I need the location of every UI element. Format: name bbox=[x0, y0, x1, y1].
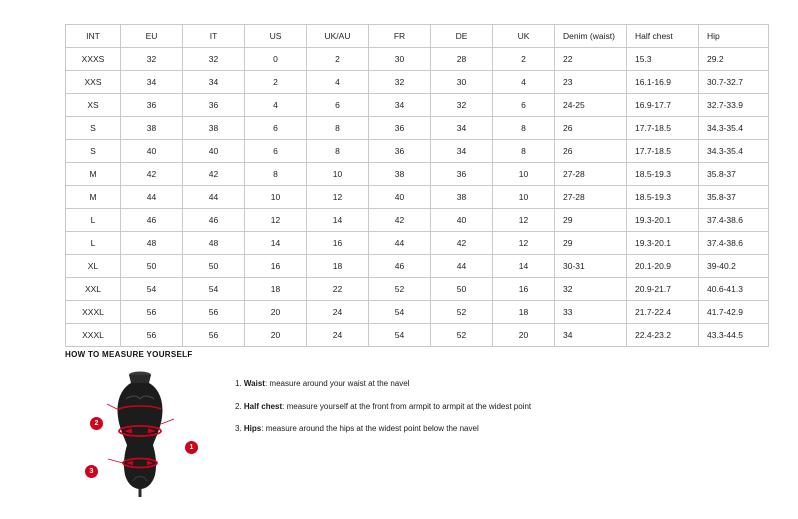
cell-hip: 34.3-35.4 bbox=[699, 117, 769, 140]
cell-int: XXXS bbox=[66, 48, 121, 71]
cell-half-chest: 19.3-20.1 bbox=[627, 209, 699, 232]
cell-ukau: 8 bbox=[307, 117, 369, 140]
table-row bbox=[66, 232, 769, 255]
cell-de: 52 bbox=[431, 324, 493, 347]
cell-ukau: 24 bbox=[307, 324, 369, 347]
cell-de: 28 bbox=[431, 48, 493, 71]
cell-eu: 44 bbox=[121, 186, 183, 209]
cell-hip: 30.7-32.7 bbox=[699, 71, 769, 94]
column-header-ukau: UK/AU bbox=[307, 25, 369, 48]
cell-half-chest: 20.9-21.7 bbox=[627, 278, 699, 301]
cell-hip: 40.6-41.3 bbox=[699, 278, 769, 301]
cell-it: 38 bbox=[183, 117, 245, 140]
instruction-half-chest bbox=[235, 402, 531, 412]
table-row bbox=[66, 186, 769, 209]
cell-denim: 27-28 bbox=[555, 186, 627, 209]
cell-de: 34 bbox=[431, 140, 493, 163]
cell-denim: 24-25 bbox=[555, 94, 627, 117]
cell-it: 48 bbox=[183, 232, 245, 255]
cell-uk: 4 bbox=[493, 71, 555, 94]
cell-us: 4 bbox=[245, 94, 307, 117]
cell-ukau: 22 bbox=[307, 278, 369, 301]
how-to-measure-title: HOW TO MEASURE YOURSELF bbox=[65, 350, 193, 359]
cell-uk: 18 bbox=[493, 301, 555, 324]
cell-eu: 34 bbox=[121, 71, 183, 94]
cell-uk: 6 bbox=[493, 94, 555, 117]
cell-ukau: 12 bbox=[307, 186, 369, 209]
cell-eu: 50 bbox=[121, 255, 183, 278]
cell-it: 50 bbox=[183, 255, 245, 278]
cell-ukau: 6 bbox=[307, 94, 369, 117]
cell-it: 46 bbox=[183, 209, 245, 232]
table-body bbox=[66, 48, 769, 347]
cell-us: 12 bbox=[245, 209, 307, 232]
cell-hip: 37.4-38.6 bbox=[699, 209, 769, 232]
cell-de: 42 bbox=[431, 232, 493, 255]
cell-de: 40 bbox=[431, 209, 493, 232]
size-chart-table bbox=[65, 24, 769, 347]
cell-eu: 36 bbox=[121, 94, 183, 117]
table-row bbox=[66, 163, 769, 186]
cell-us: 0 bbox=[245, 48, 307, 71]
cell-fr: 30 bbox=[369, 48, 431, 71]
cell-int: XXS bbox=[66, 71, 121, 94]
cell-uk: 20 bbox=[493, 324, 555, 347]
how-to-measure-section bbox=[65, 350, 745, 504]
cell-denim: 23 bbox=[555, 71, 627, 94]
cell-uk: 12 bbox=[493, 232, 555, 255]
cell-us: 6 bbox=[245, 140, 307, 163]
cell-denim: 29 bbox=[555, 209, 627, 232]
cell-it: 56 bbox=[183, 301, 245, 324]
column-header-eu: EU bbox=[121, 25, 183, 48]
cell-us: 2 bbox=[245, 71, 307, 94]
column-header-de: DE bbox=[431, 25, 493, 48]
cell-us: 14 bbox=[245, 232, 307, 255]
instruction-number: 2. bbox=[235, 401, 242, 411]
cell-eu: 32 bbox=[121, 48, 183, 71]
cell-ukau: 16 bbox=[307, 232, 369, 255]
table-row bbox=[66, 48, 769, 71]
cell-int: XL bbox=[66, 255, 121, 278]
cell-de: 30 bbox=[431, 71, 493, 94]
cell-uk: 10 bbox=[493, 163, 555, 186]
cell-fr: 36 bbox=[369, 140, 431, 163]
table-row bbox=[66, 301, 769, 324]
cell-uk: 10 bbox=[493, 186, 555, 209]
cell-fr: 46 bbox=[369, 255, 431, 278]
cell-denim: 29 bbox=[555, 232, 627, 255]
cell-uk: 2 bbox=[493, 48, 555, 71]
cell-eu: 40 bbox=[121, 140, 183, 163]
cell-hip: 35.8-37 bbox=[699, 163, 769, 186]
cell-eu: 54 bbox=[121, 278, 183, 301]
table-row bbox=[66, 140, 769, 163]
cell-int: L bbox=[66, 232, 121, 255]
cell-half-chest: 17.7-18.5 bbox=[627, 117, 699, 140]
cell-half-chest: 19.3-20.1 bbox=[627, 232, 699, 255]
how-to-measure-body bbox=[65, 369, 745, 504]
cell-us: 20 bbox=[245, 324, 307, 347]
cell-half-chest: 17.7-18.5 bbox=[627, 140, 699, 163]
cell-ukau: 2 bbox=[307, 48, 369, 71]
badge-half-chest: 2 bbox=[90, 417, 103, 430]
mannequin-figure-area bbox=[65, 369, 215, 504]
column-header-int: INT bbox=[66, 25, 121, 48]
cell-half-chest: 20.1-20.9 bbox=[627, 255, 699, 278]
cell-it: 32 bbox=[183, 48, 245, 71]
cell-denim: 26 bbox=[555, 117, 627, 140]
cell-hip: 43.3-44.5 bbox=[699, 324, 769, 347]
cell-uk: 12 bbox=[493, 209, 555, 232]
cell-us: 6 bbox=[245, 117, 307, 140]
table-row bbox=[66, 117, 769, 140]
instruction-waist bbox=[235, 379, 531, 389]
cell-eu: 48 bbox=[121, 232, 183, 255]
cell-denim: 22 bbox=[555, 48, 627, 71]
cell-int: M bbox=[66, 163, 121, 186]
cell-hip: 41.7-42.9 bbox=[699, 301, 769, 324]
column-header-us: US bbox=[245, 25, 307, 48]
cell-it: 54 bbox=[183, 278, 245, 301]
cell-eu: 56 bbox=[121, 301, 183, 324]
cell-hip: 34.3-35.4 bbox=[699, 140, 769, 163]
cell-eu: 38 bbox=[121, 117, 183, 140]
instruction-term: Half chest bbox=[243, 401, 283, 411]
cell-it: 44 bbox=[183, 186, 245, 209]
cell-hip: 37.4-38.6 bbox=[699, 232, 769, 255]
column-header-half-chest: Half chest bbox=[627, 25, 699, 48]
cell-fr: 54 bbox=[369, 301, 431, 324]
cell-fr: 38 bbox=[369, 163, 431, 186]
cell-ukau: 4 bbox=[307, 71, 369, 94]
cell-ukau: 8 bbox=[307, 140, 369, 163]
cell-it: 40 bbox=[183, 140, 245, 163]
cell-de: 52 bbox=[431, 301, 493, 324]
cell-half-chest: 21.7-22.4 bbox=[627, 301, 699, 324]
instruction-text: : measure yourself at the front from armpit to armpit at the widest point bbox=[282, 401, 532, 411]
cell-hip: 32.7-33.9 bbox=[699, 94, 769, 117]
cell-int: XXL bbox=[66, 278, 121, 301]
cell-int: M bbox=[66, 186, 121, 209]
cell-us: 18 bbox=[245, 278, 307, 301]
cell-hip: 35.8-37 bbox=[699, 186, 769, 209]
cell-it: 42 bbox=[183, 163, 245, 186]
cell-int: S bbox=[66, 117, 121, 140]
cell-us: 8 bbox=[245, 163, 307, 186]
column-header-it: IT bbox=[183, 25, 245, 48]
table-row bbox=[66, 209, 769, 232]
table-row bbox=[66, 255, 769, 278]
cell-half-chest: 16.1-16.9 bbox=[627, 71, 699, 94]
cell-fr: 40 bbox=[369, 186, 431, 209]
instruction-hips bbox=[235, 424, 531, 434]
cell-ukau: 10 bbox=[307, 163, 369, 186]
cell-half-chest: 22.4-23.2 bbox=[627, 324, 699, 347]
cell-half-chest: 18.5-19.3 bbox=[627, 163, 699, 186]
cell-eu: 46 bbox=[121, 209, 183, 232]
cell-uk: 8 bbox=[493, 117, 555, 140]
cell-uk: 14 bbox=[493, 255, 555, 278]
column-header-hip: Hip bbox=[699, 25, 769, 48]
cell-us: 20 bbox=[245, 301, 307, 324]
instruction-term: Waist bbox=[243, 379, 265, 388]
cell-fr: 44 bbox=[369, 232, 431, 255]
cell-denim: 30-31 bbox=[555, 255, 627, 278]
cell-int: XXXL bbox=[66, 324, 121, 347]
size-chart-container bbox=[65, 24, 743, 347]
instruction-number: 3. bbox=[235, 424, 242, 434]
cell-denim: 27-28 bbox=[555, 163, 627, 186]
cell-de: 50 bbox=[431, 278, 493, 301]
cell-eu: 42 bbox=[121, 163, 183, 186]
cell-uk: 16 bbox=[493, 278, 555, 301]
instruction-number: 1. bbox=[235, 379, 242, 388]
cell-fr: 42 bbox=[369, 209, 431, 232]
cell-it: 36 bbox=[183, 94, 245, 117]
table-row bbox=[66, 94, 769, 117]
cell-denim: 33 bbox=[555, 301, 627, 324]
measure-instructions-list bbox=[235, 369, 531, 447]
cell-de: 32 bbox=[431, 94, 493, 117]
cell-int: S bbox=[66, 140, 121, 163]
cell-fr: 34 bbox=[369, 94, 431, 117]
table-row bbox=[66, 278, 769, 301]
cell-ukau: 14 bbox=[307, 209, 369, 232]
mannequin-illustration bbox=[100, 369, 180, 499]
cell-it: 34 bbox=[183, 71, 245, 94]
cell-uk: 8 bbox=[493, 140, 555, 163]
column-header-fr: FR bbox=[369, 25, 431, 48]
column-header-denim-waist: Denim (waist) bbox=[555, 25, 627, 48]
badge-hips: 3 bbox=[85, 465, 98, 478]
cell-de: 38 bbox=[431, 186, 493, 209]
cell-fr: 36 bbox=[369, 117, 431, 140]
cell-fr: 52 bbox=[369, 278, 431, 301]
cell-eu: 56 bbox=[121, 324, 183, 347]
cell-denim: 26 bbox=[555, 140, 627, 163]
table-row bbox=[66, 71, 769, 94]
cell-de: 44 bbox=[431, 255, 493, 278]
cell-int: XS bbox=[66, 94, 121, 117]
badge-waist: 1 bbox=[185, 441, 198, 454]
cell-fr: 32 bbox=[369, 71, 431, 94]
instruction-term: Hips bbox=[243, 424, 262, 434]
cell-half-chest: 16.9-17.7 bbox=[627, 94, 699, 117]
cell-ukau: 18 bbox=[307, 255, 369, 278]
cell-ukau: 24 bbox=[307, 301, 369, 324]
cell-it: 56 bbox=[183, 324, 245, 347]
instruction-text: : measure around your waist at the navel bbox=[264, 379, 410, 388]
table-row bbox=[66, 324, 769, 347]
cell-hip: 39-40.2 bbox=[699, 255, 769, 278]
cell-half-chest: 18.5-19.3 bbox=[627, 186, 699, 209]
cell-us: 16 bbox=[245, 255, 307, 278]
cell-half-chest: 15.3 bbox=[627, 48, 699, 71]
table-header-row bbox=[66, 25, 769, 48]
instruction-text: : measure around the hips at the widest point below the navel bbox=[261, 424, 479, 434]
cell-de: 34 bbox=[431, 117, 493, 140]
cell-denim: 34 bbox=[555, 324, 627, 347]
cell-int: XXXL bbox=[66, 301, 121, 324]
cell-denim: 32 bbox=[555, 278, 627, 301]
cell-hip: 29.2 bbox=[699, 48, 769, 71]
column-header-uk: UK bbox=[493, 25, 555, 48]
cell-fr: 54 bbox=[369, 324, 431, 347]
cell-us: 10 bbox=[245, 186, 307, 209]
cell-de: 36 bbox=[431, 163, 493, 186]
cell-int: L bbox=[66, 209, 121, 232]
